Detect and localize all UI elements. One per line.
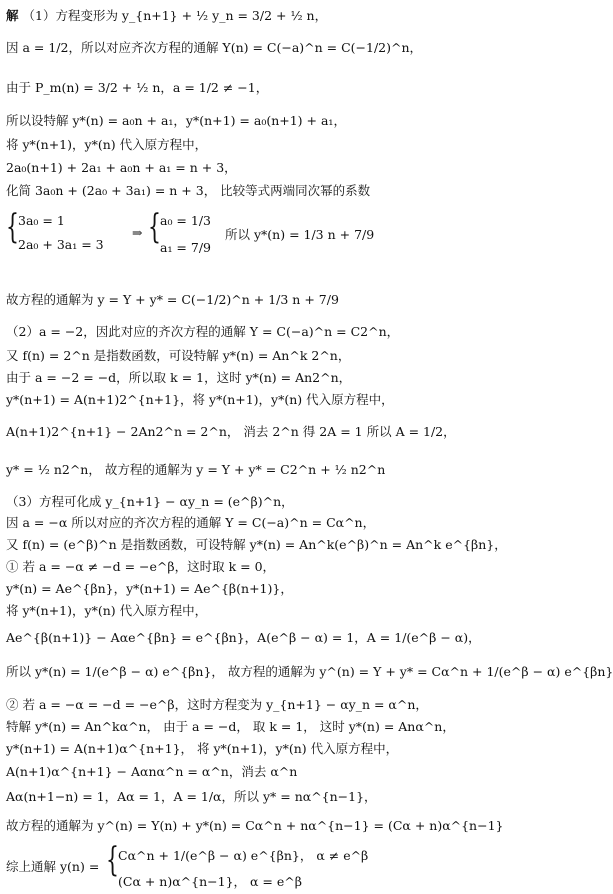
p1-line-2: 因 a = 1/2，所以对应齐次方程的通解 Y(n) = C(−a)^n = C(−1/2)^n，	[6, 40, 423, 55]
p2-line-6: y* = ½ n2^n， 故方程的通解为 y = Y + y* = C2^n + ½ n2^n	[6, 462, 386, 477]
p1-line-1: （1）方程变形为 y_{n+1} + ½ y_n = 3/2 + ½ n，	[22, 8, 328, 23]
p1-line-6: 2a₀(n+1) + 2a₁ + a₀n + a₁ = n + 3，	[6, 160, 237, 175]
solution-line	[6, 8, 480, 24]
p2-line-4: y*(n+1) = A(n+1)2^{n+1}，将 y*(n+1)，y*(n) 代入原方程中，	[6, 392, 394, 407]
system-eq-1: 3a₀ = 1	[18, 213, 65, 228]
p3-line-1: （3）方程可化成 y_{n+1} − αy_n = (e^β)^n，	[6, 494, 294, 509]
p1-line-3: 由于 P_m(n) = 3/2 + ½ n，a = 1/2 ≠ −1，	[6, 80, 269, 95]
system-eq-2: 2a₀ + 3a₁ = 3	[18, 237, 104, 252]
p3-line-6: 将 y*(n+1)，y*(n) 代入原方程中，	[6, 603, 208, 618]
p3-line-14: 故方程的通解为 y^(n) = Y(n) + y*(n) = Cα^n + nα^{n−1} = (Cα + n)α^{n−1}	[6, 818, 504, 833]
p3-line-7: Ae^{β(n+1)} − Aαe^{βn} = e^{βn}，A(e^β − α) = 1，A = 1/(e^β − α)，	[6, 630, 481, 645]
p1-line-4: 所以设特解 y*(n) = a₀n + a₁，y*(n+1) = a₀(n+1) + a₁，	[6, 113, 346, 128]
p2-line-2: 又 f(n) = 2^n 是指数函数，可设特解 y*(n) = An^k 2^n，	[6, 348, 351, 363]
p3-line-4: ① 若 a = −α ≠ −d = −e^β，这时取 k = 0，	[6, 559, 276, 574]
p3-line-11: y*(n+1) = A(n+1)α^{n+1}， 将 y*(n+1)，y*(n) 代入原方程中，	[6, 741, 399, 756]
p3-line-10: 特解 y*(n) = An^kα^n， 由于 a = −d， 取 k = 1， 这时 y*(n) = Anα^n，	[6, 719, 455, 734]
particular-solution: 所以 y*(n) = 1/3 n + 7/9	[225, 227, 375, 242]
p1-general-solution: 故方程的通解为 y = Y + y* = C(−1/2)^n + 1/3 n + 7/9	[6, 292, 339, 307]
p3-line-13: Aα(n+1−n) = 1，Aα = 1，A = 1/α，所以 y* = nα^{n−1}，	[6, 789, 377, 804]
solution-a1: a₁ = 7/9	[160, 240, 212, 255]
p3-line-3: 又 f(n) = (e^β)^n 是指数函数，可设特解 y*(n) = An^k(e^β)^n = An^k e^{βn}，	[6, 537, 507, 552]
summary-brace: {	[106, 840, 119, 880]
summary-case-1: Cα^n + 1/(e^β − α) e^{βn}， α ≠ e^β	[118, 848, 369, 863]
solution-a0: a₀ = 1/3	[160, 213, 212, 228]
solution-label: 解	[6, 8, 19, 23]
implies-arrow: ⇒	[132, 225, 143, 240]
p1-line-7: 化简 3a₀n + (2a₀ + 3a₁) = n + 3， 比较等式两端同次幂的系数	[6, 183, 371, 198]
p3-line-8: 所以 y*(n) = 1/(e^β − α) e^{βn}， 故方程的通解为 y^(n) = Y + y* = Cα^n + 1/(e^β − α) e^{βn}	[6, 664, 613, 679]
system-brace: {	[6, 207, 19, 247]
summary-case-2: (Cα + n)α^{n−1}， α = e^β	[118, 874, 302, 889]
p2-line-5: A(n+1)2^{n+1} − 2An2^n = 2^n， 消去 2^n 得 2A = 1 所以 A = 1/2，	[6, 424, 456, 439]
summary-lead: 综上通解 y(n) =	[6, 859, 100, 874]
p3-line-2: 因 a = −α 所以对应的齐次方程的通解 Y = C(−a)^n = Cα^n，	[6, 515, 376, 530]
p3-line-9: ② 若 a = −α = −d = −e^β，这时方程变为 y_{n+1} − αy_n = α^n，	[6, 697, 428, 712]
p2-line-3: 由于 a = −2 = −d，所以取 k = 1，这时 y*(n) = An2^n，	[6, 370, 352, 385]
solution-brace: {	[148, 207, 161, 247]
p3-line-12: A(n+1)α^{n+1} − Aαnα^n = α^n，消去 α^n	[6, 764, 298, 779]
p2-line-1: （2）a = −2，因此对应的齐次方程的通解 Y = C(−a)^n = C2^n，	[6, 324, 400, 339]
p3-line-5: y*(n) = Ae^{βn}，y*(n+1) = Ae^{β(n+1)}，	[6, 581, 293, 596]
p1-line-5: 将 y*(n+1)，y*(n) 代入原方程中，	[6, 137, 208, 152]
